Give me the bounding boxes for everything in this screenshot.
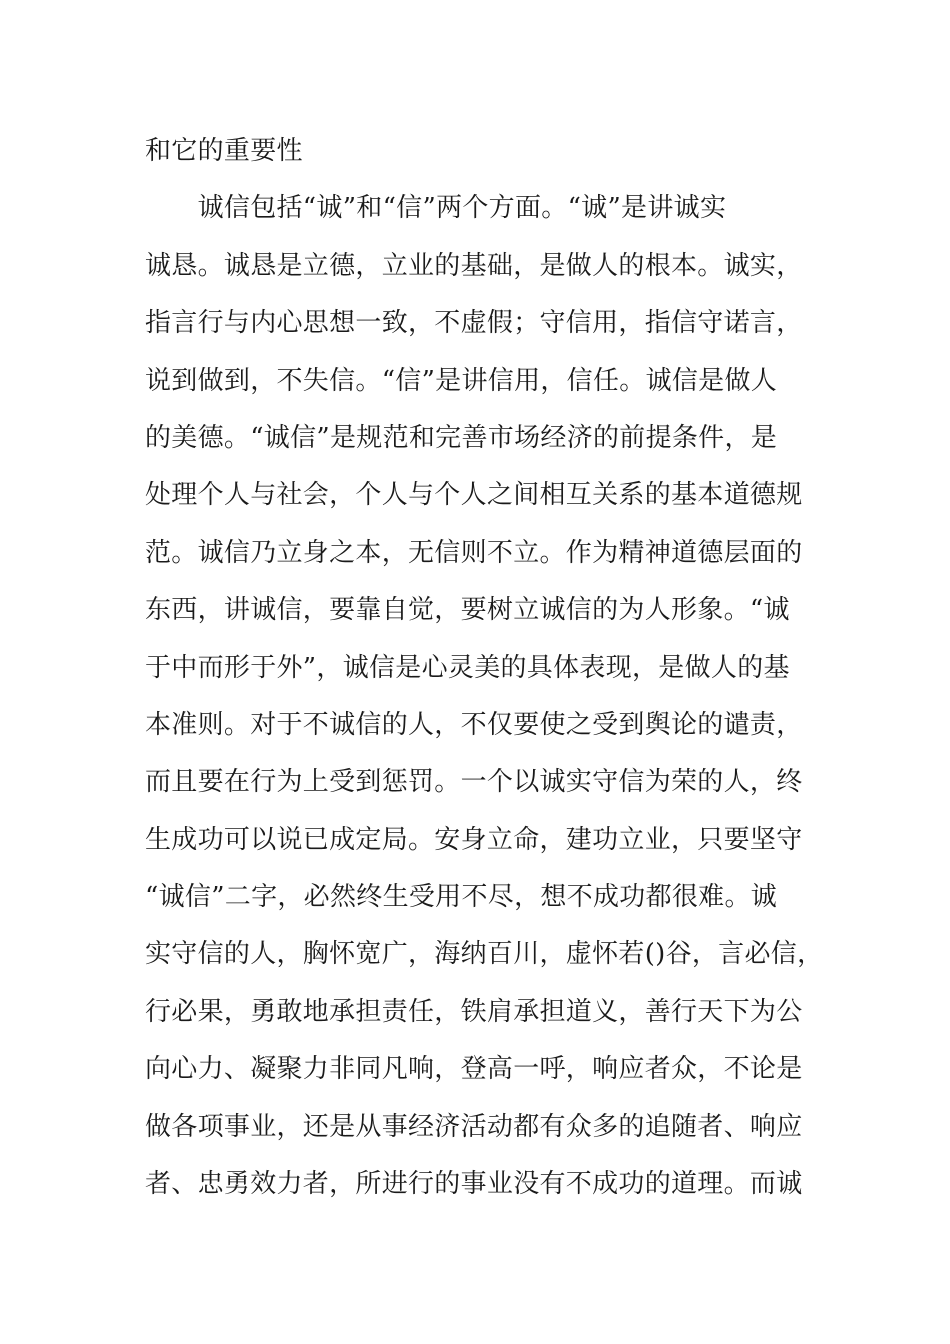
text-line: 实守信的人，胸怀宽广，海纳百川，虚怀若()谷，言必信， [145, 939, 824, 970]
text-line: 向心力、凝聚力非同凡响，登高一呼，响应者众，不论是 [145, 1054, 803, 1085]
text-line: 处理个人与社会，个人与个人之间相互关系的基本道德规 [145, 480, 803, 511]
text-line: 指言行与内心思想一致，不虚假；守信用，指信守诺言， [145, 308, 803, 339]
text-line: 而且要在行为上受到惩罚。一个以诚实守信为荣的人，终 [145, 767, 803, 798]
text-line: 者、忠勇效力者，所进行的事业没有不成功的道理。而诚 [145, 1169, 803, 1200]
text-line: 诚恳。诚恳是立德，立业的基础，是做人的根本。诚实， [145, 250, 803, 281]
text-line: 范。诚信乃立身之本，无信则不立。作为精神道德层面的 [145, 537, 803, 568]
text-line: 的美德。“诚信”是规范和完善市场经济的前提条件，是 [145, 422, 778, 453]
body-text [145, 128, 835, 1218]
text-line: 诚信包括“诚”和“信”两个方面。“诚”是讲诚实 [145, 193, 727, 224]
text-line: 说到做到，不失信。“信”是讲信用，信任。诚信是做人 [145, 365, 778, 396]
text-line: 东西，讲诚信，要靠自觉，要树立诚信的为人形象。“诚 [145, 595, 790, 626]
text-line: 生成功可以说已成定局。安身立命，建功立业，只要坚守 [145, 824, 803, 855]
text-line: 于中而形于外”，诚信是心灵美的具体表现，是做人的基 [145, 652, 790, 683]
text-line: 行必果，勇敢地承担责任，铁肩承担道义，善行天下为公 [145, 996, 803, 1027]
text-line: 和它的重要性 [145, 136, 303, 166]
text-line: “诚信”二字，必然终生受用不尽，想不成功都很难。诚 [145, 882, 778, 913]
text-line: 本准则。对于不诚信的人，不仅要使之受到舆论的谴责， [145, 709, 803, 740]
text-line: 做各项事业，还是从事经济活动都有众多的追随者、响应 [145, 1111, 803, 1142]
